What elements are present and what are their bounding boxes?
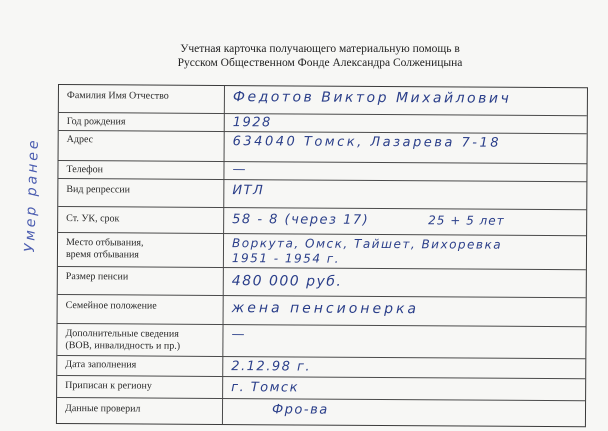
value-verified-by: Фро-ва [271, 402, 329, 418]
label-repression-type: Вид репрессии [66, 184, 131, 196]
value-fill-date: 2.12.98 г. [231, 359, 312, 375]
handwritten-margin-note: Умер ранее [22, 137, 42, 253]
value-birth-year: 1928 [232, 115, 272, 131]
value-address: 634040 Томск, Лазарева 7-18 [232, 134, 502, 151]
row-repression-type [58, 178, 586, 210]
label-additional-info: Дополнительные сведения (ВОВ, инвалидность и пр.) [65, 328, 181, 352]
label-place-time: Место отбывания, время отбывания [65, 237, 144, 261]
label-phone: Телефон [66, 164, 104, 176]
title-line-1: Учетная карточка получающего материальную помощь в [180, 43, 460, 55]
label-region: Приписан к региону [65, 380, 152, 392]
value-place-time: Воркута, Омск, Тайшет, Вихоревка 1951 - 1954 г. [231, 236, 503, 266]
value-repression-type: ИТЛ [232, 183, 265, 199]
label-fill-date: Дата заполнения [65, 359, 137, 371]
value-phone: — [232, 162, 248, 178]
value-family-status: жена пенсионерка [231, 300, 420, 318]
value-term-length: 25 + 5 лет [428, 213, 505, 228]
label-birth-year: Год рождения [66, 116, 126, 128]
label-family-status: Семейное положение [65, 300, 157, 312]
row-family-status [58, 294, 586, 327]
value-full-name: Федотов Виктор Михайлович [232, 89, 512, 107]
label-verified-by: Данные проверил [64, 403, 141, 415]
row-place-time [58, 232, 586, 270]
document-title [150, 42, 490, 70]
row-verified-by [57, 397, 585, 427]
value-additional-info: — [231, 327, 247, 343]
value-region: г. Томск [231, 380, 299, 396]
registration-card-table [56, 84, 588, 427]
row-full-name [59, 85, 587, 115]
title-line-2: Русском Общественном Фонде Александра Солженицына [177, 57, 463, 69]
value-article-term: 58 - 8 (через 17) [232, 212, 370, 228]
row-additional-info [57, 323, 585, 359]
row-address [59, 130, 587, 164]
label-pension: Размер пенсии [65, 271, 129, 283]
label-article-term: Ст. УК, срок [66, 213, 120, 225]
value-pension: 480 000 руб. [231, 273, 343, 290]
label-address: Адрес [66, 134, 94, 146]
row-pension [58, 266, 586, 298]
label-full-name: Фамилия Имя Отчество [66, 90, 169, 102]
